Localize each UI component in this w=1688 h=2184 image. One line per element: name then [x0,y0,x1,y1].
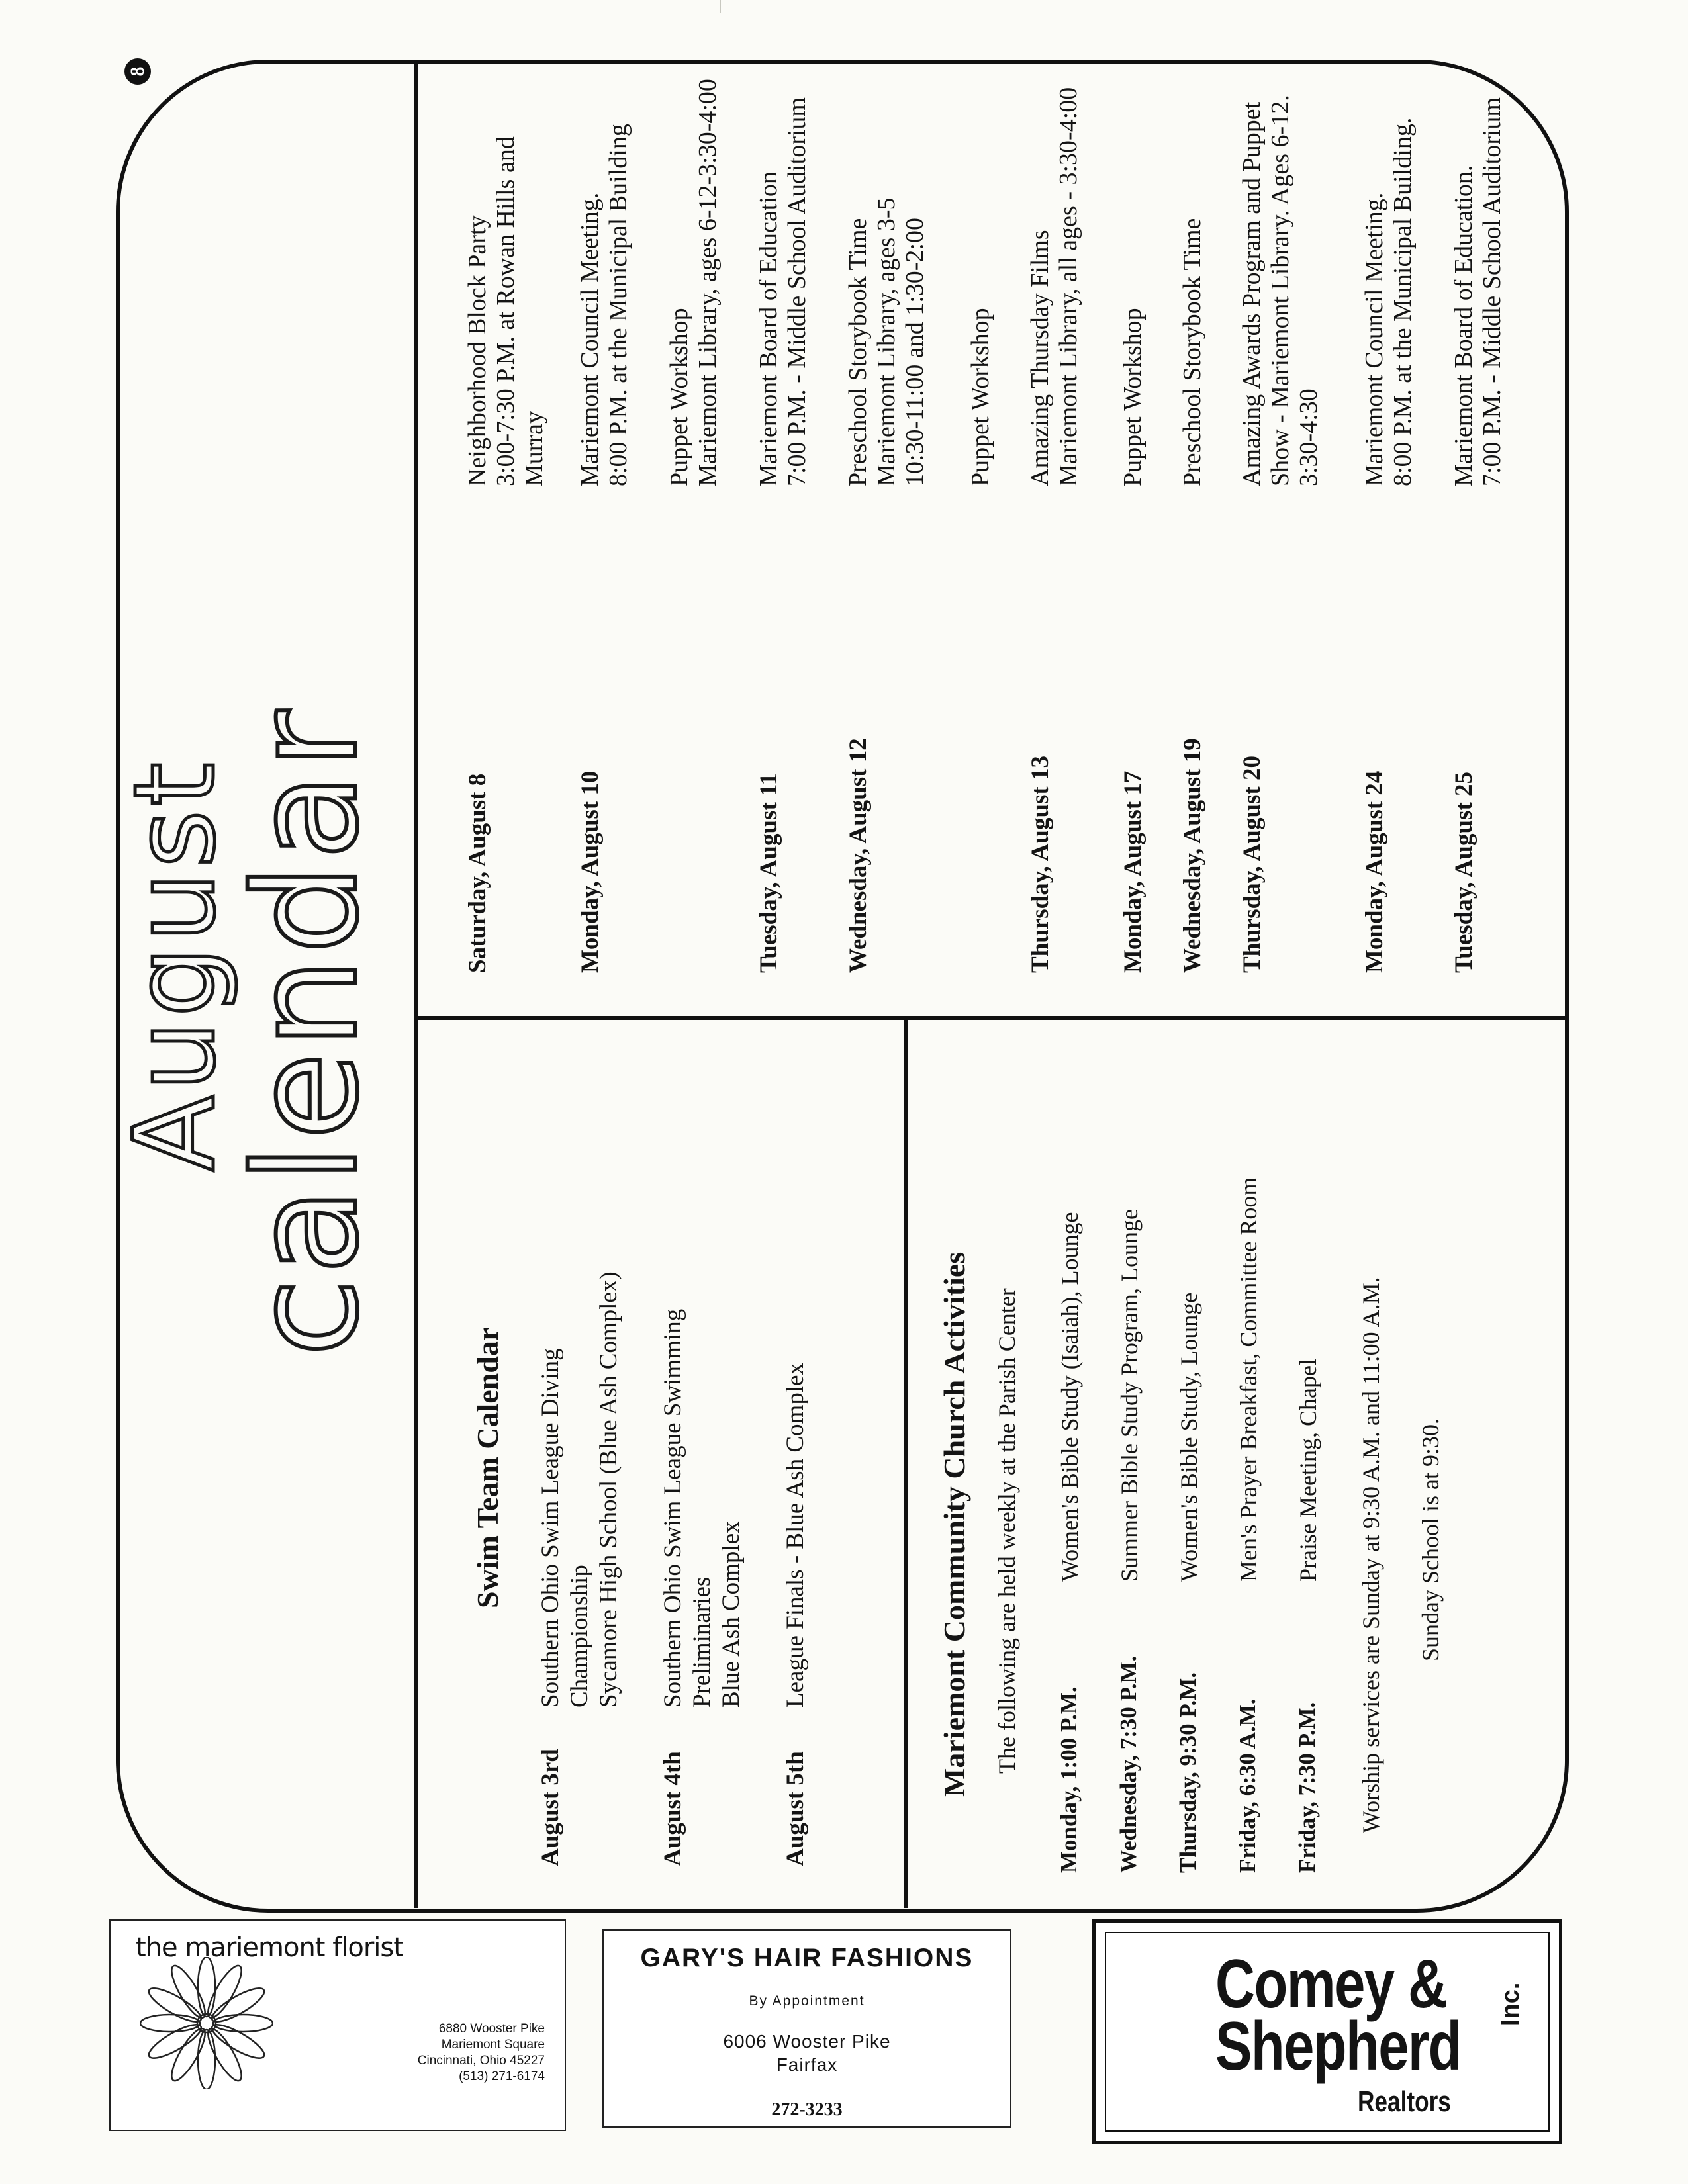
event-line: Amazing Awards Program and Puppet [1238,101,1266,486]
ad-inner-border [1105,1932,1550,2132]
event-line: Neighborhood Block Party [463,215,491,486]
comey-line: Comey & [1215,1946,1447,2023]
event-date: Wednesday, August 19 [1179,738,1206,973]
swim-line: Southern Ohio Swim League Diving [537,1348,564,1707]
ad-garys-hair-fashions [602,1929,1011,2128]
swim-line: Southern Ohio Swim League Swimming [659,1308,686,1707]
florist-address [418,2021,545,2085]
gary-address-line: Fairfax [776,2054,838,2075]
event-line: Show - Mariemont Library. Ages 6-12. [1266,95,1294,486]
swim-date: August 3rd [537,1749,564,1866]
florist-address-line: Mariemont Square [441,2038,545,2052]
church-desc: Women's Bible Study, Lounge [1176,1292,1202,1582]
church-desc: Summer Bible Study Program, Lounge [1116,1209,1143,1582]
event-date: Monday, August 17 [1119,770,1147,973]
flower-icon [140,1957,273,2089]
comey-shepherd-logo [1215,1946,1461,2085]
comey-realtors: Realtors [1358,2085,1451,2118]
swim-line: Sycamore High School (Blue Ash Complex) [595,1271,622,1707]
church-day: Thursday, 9:30 P.M. [1175,1672,1201,1873]
swim-panel [470,1052,880,1866]
event-line: Mariemont Library, ages 6-12-3:30-4:00 [694,79,722,486]
church-day: Wednesday, 7:30 P.M. [1115,1655,1141,1873]
event-line: 7:00 P.M. - Middle School Auditorium [1478,97,1506,486]
panel-divider-horizontal [414,1016,1566,1020]
shepherd-line: Shepherd [1215,2008,1461,2085]
church-worship: Worship services are Sunday at 9:30 A.M. and 11:00 A.M. [1358,1277,1384,1833]
church-panel [937,1039,1479,1873]
church-desc: Women's Bible Study (Isaiah), Lounge [1056,1212,1083,1582]
event-line: Murray [520,411,548,486]
florist-address-line: Cincinnati, Ohio 45227 [417,2054,545,2068]
event-line: Mariemont Library, all ages - 3:30-4:00 [1055,87,1082,486]
church-desc: Praise Meeting, Chapel [1295,1359,1321,1582]
event-line: Amazing Thursday Films [1026,230,1054,486]
title-calendar: calendar [223,706,389,1357]
event-date: Monday, August 10 [577,770,604,973]
event-line: Mariemont Council Meeting. [576,192,604,486]
florist-logo-text: the mariemont florist [136,1933,403,1963]
event-line: 10:30-11:00 and 1:30-2:00 [901,218,929,486]
event-line: Puppet Workshop [966,308,994,486]
gary-phone: 272-3233 [771,2099,843,2120]
event-line: Mariemont Library, ages 3-5 [872,197,900,486]
church-day: Monday, 1:00 P.M. [1056,1686,1082,1873]
event-date: Tuesday, August 25 [1450,771,1477,973]
panel-divider-vertical [904,1018,908,1908]
event-date: Monday, August 24 [1361,770,1388,973]
ad-mariemont-florist [109,1919,566,2131]
event-line: 3:00-7:30 P.M. at Rowan Hills and [492,136,520,486]
event-line: Preschool Storybook Time [844,218,872,486]
comey-inc: Inc. [1497,1982,1524,2026]
event-line: 8:00 P.M. at the Municipal Building [604,124,632,486]
event-date: Wednesday, August 12 [845,738,872,973]
event-date: Thursday, August 13 [1027,756,1054,973]
paper-edge [720,0,721,13]
event-line: Mariemont Board of Education [755,171,782,486]
event-line: Mariemont Board of Education. [1450,165,1477,486]
swim-line: League Finals - Blue Ash Complex [782,1362,809,1707]
event-date: Thursday, August 20 [1239,756,1266,973]
swim-date: August 5th [782,1751,809,1866]
event-line: 7:00 P.M. - Middle School Auditorium [783,97,811,486]
florist-address-line: 6880 Wooster Pike [438,2022,545,2036]
event-line: Puppet Workshop [1119,308,1147,486]
church-day: Friday, 7:30 P.M. [1294,1702,1320,1873]
church-sunday-school: Sunday School is at 9:30. [1417,1418,1444,1661]
church-desc: Men's Prayer Breakfast, Committee Room [1235,1177,1262,1582]
events-panel [457,79,1542,973]
florist-phone: (513) 271-6174 [459,2070,545,2083]
event-line: 3:30-4:30 [1295,388,1323,486]
event-line: Mariemont Council Meeting. [1360,192,1388,486]
gary-title: GARY'S HAIR FASHIONS [640,1944,974,1972]
gary-address-line: 6006 Wooster Pike [723,2031,891,2052]
event-date: Tuesday, August 11 [755,773,782,973]
event-line: Preschool Storybook Time [1178,218,1206,486]
church-intro: The following are held weekly at the Parish Center [994,1288,1020,1774]
swim-line: Preliminaries [688,1576,716,1707]
swim-title: Swim Team Calendar [471,1327,504,1608]
ad-comey-shepherd [1092,1919,1562,2144]
swim-line: Blue Ash Complex [718,1521,745,1707]
church-title: Mariemont Community Church Activities [937,1251,971,1797]
gary-address [604,2030,1010,2076]
gary-subtitle: By Appointment [749,1993,865,2009]
event-date: Saturday, August 8 [464,773,491,973]
title-divider [414,62,418,1908]
event-line: 8:00 P.M. at the Municipal Building. [1389,117,1417,486]
swim-date: August 4th [659,1751,686,1866]
title-block [110,706,397,1820]
event-line: Puppet Workshop [665,308,693,486]
swim-line: Championship [566,1565,593,1707]
church-day: Friday, 6:30 A.M. [1235,1698,1260,1873]
title-august: August [110,758,240,1171]
page-number: 8 [124,58,151,85]
